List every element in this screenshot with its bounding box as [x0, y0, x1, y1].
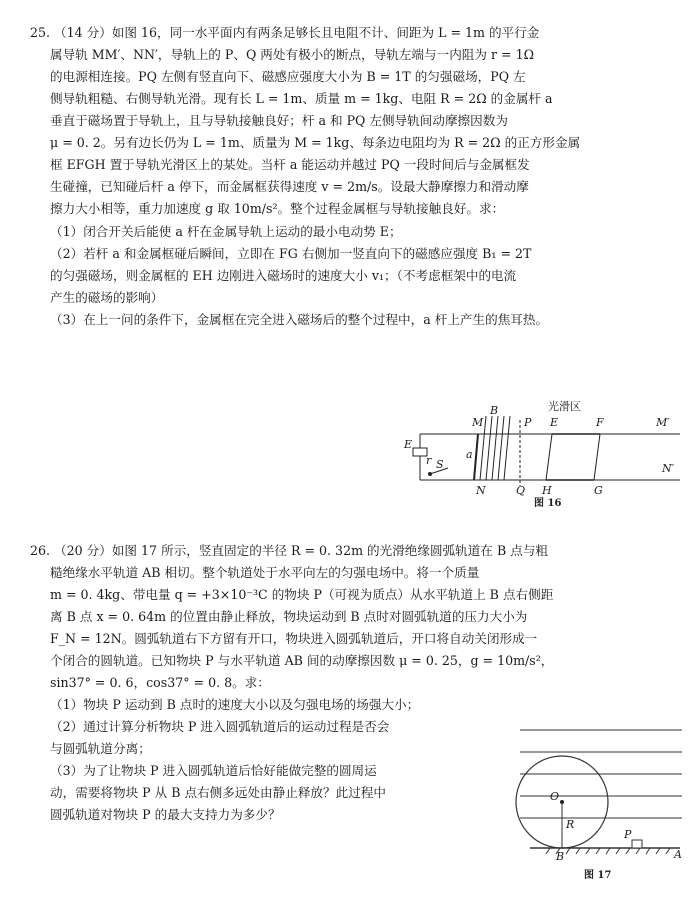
q25-line-8: 生碰撞，已知碰后杆 a 停下，而金属框获得速度 v = 2m/s。设最大静摩擦力和滑动摩: [50, 179, 529, 194]
q25-line-2: 属导轨 MM′、NN′，导轨上的 P、Q 两处有极小的断点，导轨左端与一内阻为 r = 1Ω: [50, 47, 535, 62]
q25-sub-1: （1）闭合开关后能使 a 杆在金属导轨上运动的最小电动势 E；: [50, 224, 402, 239]
label-F: F: [596, 416, 604, 429]
label-O: O: [550, 790, 560, 803]
q26-sub-3-cont2: 圆弧轨道对物块 P 的最大支持力为多少？: [50, 807, 281, 822]
q25-line-7: 框 EFGH 置于导轨光滑区上的某处。当杆 a 能运动并越过 PQ 一段时间后与金属框发: [50, 157, 530, 172]
q26-line-5: F_N = 12N。圆弧轨道右下方留有开口，物块进入圆弧轨道后，开口将自动关闭形成一: [50, 631, 538, 646]
label-r: r: [426, 454, 432, 467]
q26-sub-3-cont: 动，需要将物块 P 从 B 点右侧多远处由静止释放？此过程中: [50, 785, 386, 800]
label-B: B: [490, 404, 499, 417]
q25-sub-2-cont2: 产生的磁场的影响）: [50, 290, 164, 305]
label-B: B: [556, 850, 565, 863]
label-A: A: [674, 848, 682, 861]
q25-sub-3: （3）在上一问的条件下，金属框在完全进入磁场后的整个过程中，a 杆上产生的焦耳热。: [50, 312, 549, 327]
q26-line-6: 个闭合的圆轨道。已知物块 P 与水平轨道 AB 间的动摩擦因数 μ = 0. 25，g = 10m/s²，: [50, 653, 554, 668]
battery-icon: [413, 448, 427, 456]
label-R: R: [566, 818, 575, 831]
q25-line-4: 侧导轨粗糙、右侧导轨光滑。现有长 L = 1m、质量 m = 1kg、电阻 R = 2Ω 的金属杆 a: [50, 91, 553, 106]
label-N2: N′: [662, 462, 675, 475]
figure-16-caption: 图 16: [534, 498, 562, 508]
label-S: S: [436, 458, 444, 471]
label-a: a: [466, 448, 473, 461]
label-E-source: E: [404, 438, 413, 451]
figure-17: [510, 718, 690, 888]
label-P: P: [524, 416, 532, 429]
label-N: N: [476, 484, 486, 497]
label-Q: Q: [516, 484, 526, 497]
label-H: H: [542, 484, 552, 497]
q25-line-3: 的电源相连接。PQ 左侧有竖直向下、磁感应强度大小为 B = 1T 的匀强磁场，PQ 左: [50, 69, 526, 84]
q26-line-7: sin37° = 0. 6，cos37° = 0. 8。求：: [50, 675, 270, 690]
q25-line-1: 25. （14 分）如图 16，同一水平面内有两条足够长且电阻不计、间距为 L = 1m 的平行金: [30, 25, 540, 40]
label-E-top: E: [550, 416, 559, 429]
q26-line-3: m = 0. 4kg、带电量 q = +3×10⁻³C 的物块 P（可视为质点）从水平轨道上 B 点右侧距: [50, 587, 554, 602]
q25-sub-2-cont: 的匀强磁场，则金属框的 EH 边刚进入磁场时的速度大小 v₁；（不考虑框架中的电流: [50, 268, 517, 283]
figure-17-caption: 图 17: [584, 870, 612, 881]
q25-line-9: 擦力大小相等，重力加速度 g 取 10m/s²。整个过程金属框与导轨接触良好。求：: [50, 201, 505, 216]
block-p: [632, 840, 642, 848]
q25-line-5: 垂直于磁场置于导轨上，且与导轨接触良好；杆 a 和 PQ 左侧导轨间动摩擦因数为: [50, 113, 508, 128]
q26-sub-2: （2）通过计算分析物块 P 进入圆弧轨道后的运动过程是否会: [50, 719, 390, 734]
figure-16: [400, 336, 692, 508]
label-M2: M′: [656, 416, 670, 429]
label-P: P: [624, 828, 632, 841]
q26-sub-2-cont: 与圆弧轨道分离；: [50, 741, 151, 756]
q26-sub-1: （1）物块 P 运动到 B 点时的速度大小以及匀强电场的场强大小；: [50, 697, 420, 712]
q26-line-1: 26. （20 分）如图 17 所示，竖直固定的半径 R = 0. 32m 的光滑绝缘圆弧轨道在 B 点与粗: [30, 543, 549, 558]
q25-line-6: μ = 0. 2。另有边长仍为 L = 1m、质量为 M = 1kg、每条边电阻均为 R = 2Ω 的正方形金属: [50, 135, 581, 150]
label-M: M: [472, 416, 484, 429]
q26-line-4: 离 B 点 x = 0. 64m 的位置由静止释放，物块运动到 B 点时对圆弧轨道的压力大小为: [50, 609, 528, 624]
q25-sub-2: （2）若杆 a 和金属框碰后瞬间，立即在 FG 右侧加一竖直向下的磁感应强度 B₁ = 2T: [50, 246, 532, 261]
label-G: G: [594, 484, 603, 497]
q26-line-2: 糙绝缘水平轨道 AB 相切。整个轨道处于水平向左的匀强电场中。将一个质量: [50, 565, 480, 580]
label-smooth: 光滑区: [548, 400, 581, 413]
q26-sub-3: （3）为了让物块 P 进入圆弧轨道后恰好能做完整的圆周运: [50, 763, 377, 778]
